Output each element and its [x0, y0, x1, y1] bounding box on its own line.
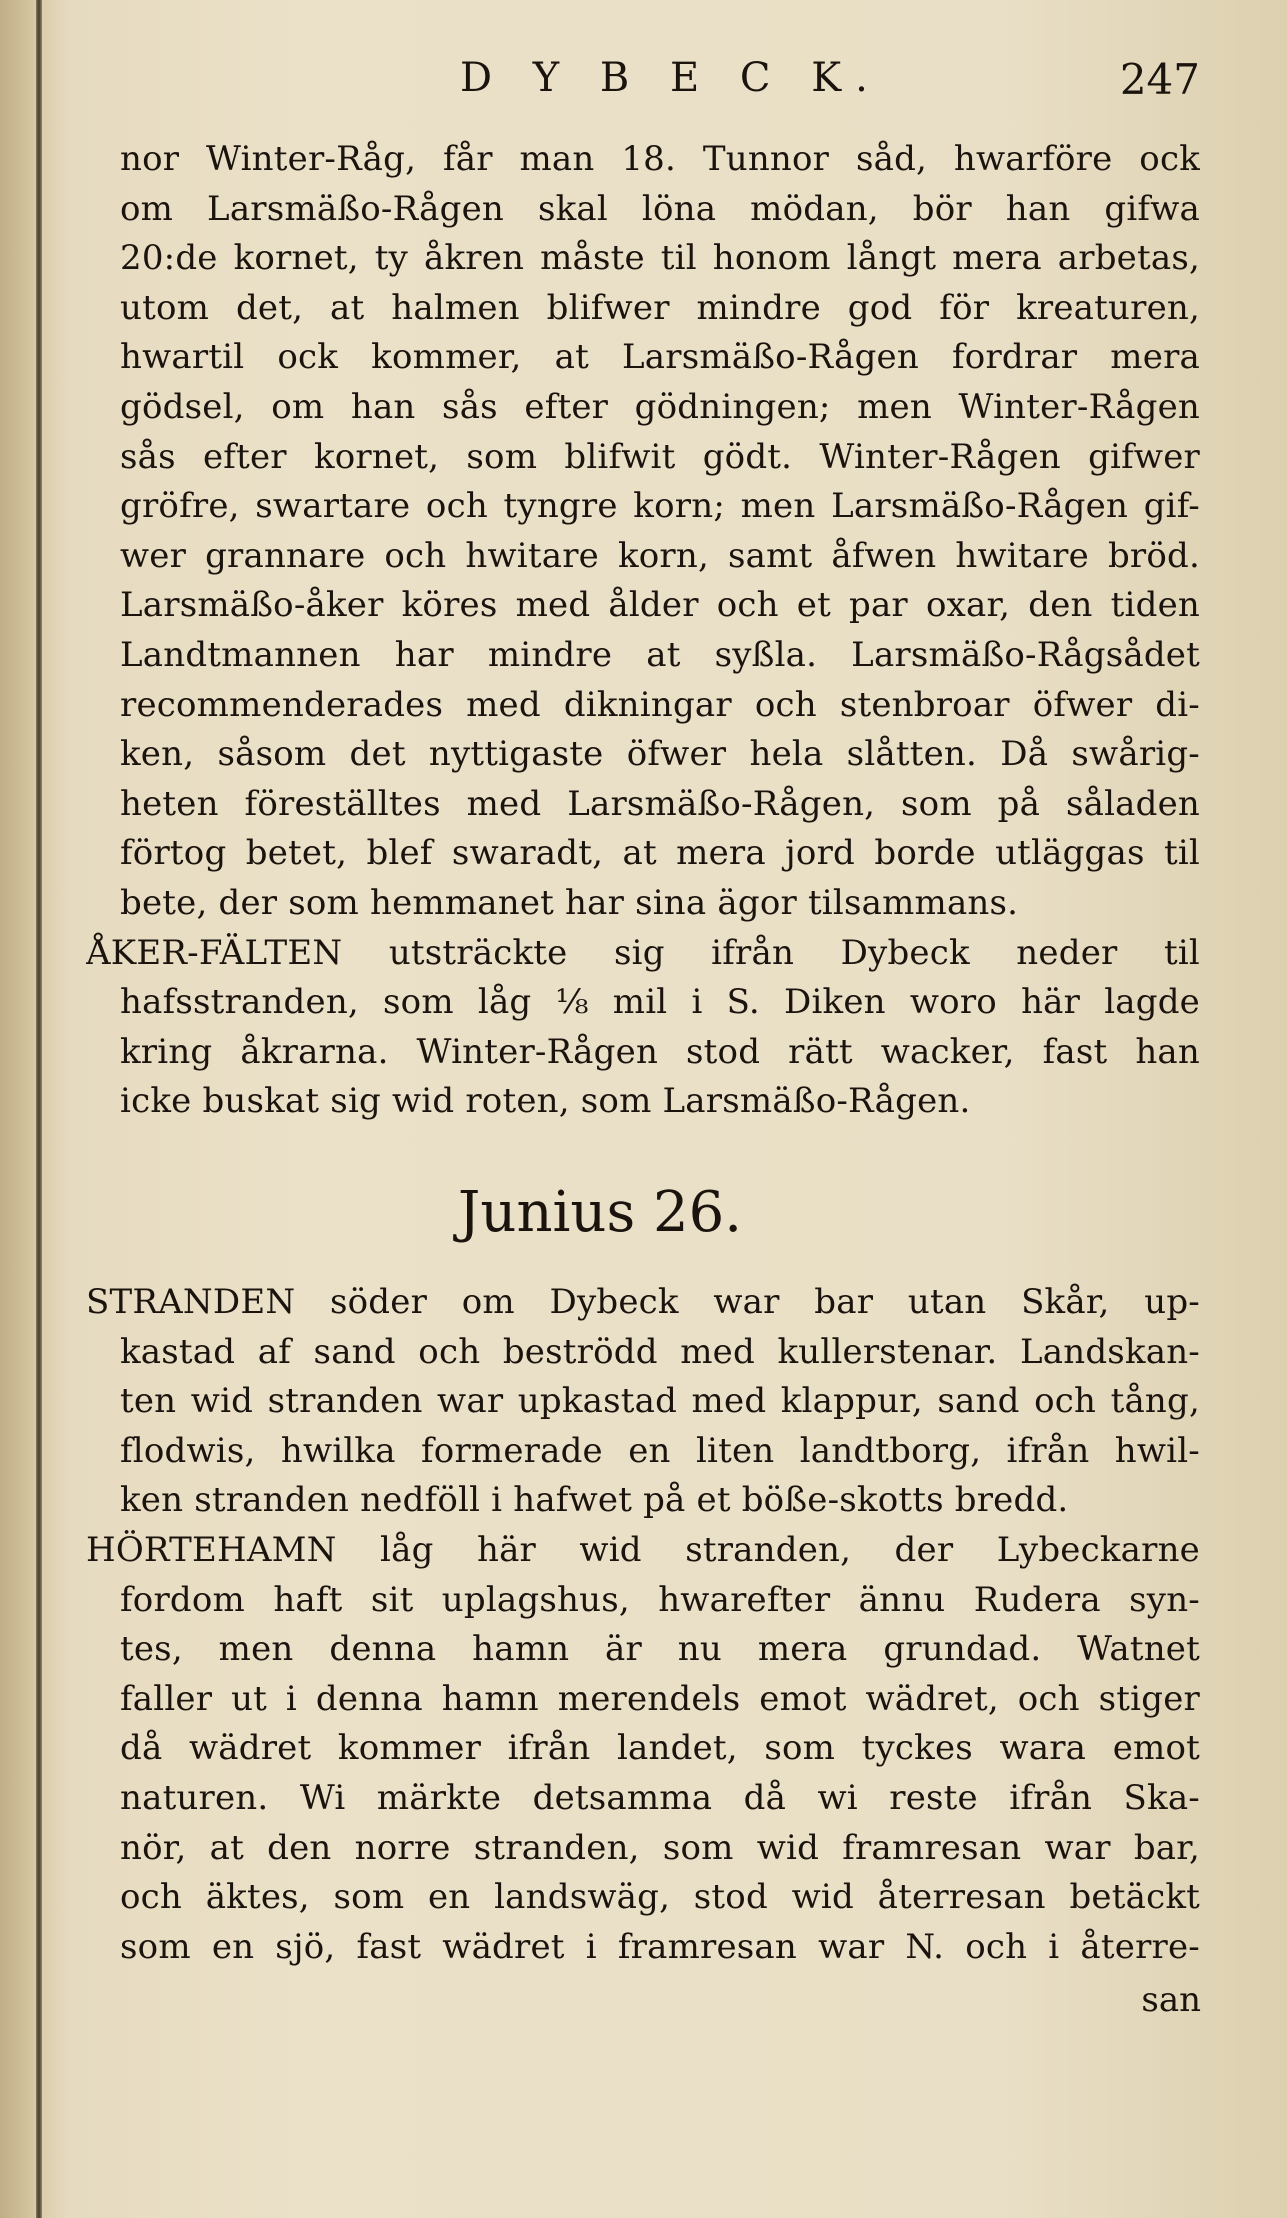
- text-line: heten föreställtes med Larsmäßo-Rågen, som på såladen: [120, 783, 1200, 824]
- text-line: kring åkrarna. Winter-Rågen stod rätt wacker, fast han: [120, 1031, 1200, 1072]
- paragraph-start-line: STRANDEN söder om Dybeck war bar utan Skår, up-: [86, 1282, 1200, 1322]
- text-line: ten wid stranden war upkastad med klappur, sand och tång,: [120, 1381, 1200, 1422]
- text-line: kastad af sand och beströdd med kullerstenar. Landskan-: [120, 1331, 1200, 1372]
- text-line: naturen. Wi märkte detsamma då wi reste ifrån Ska-: [120, 1777, 1200, 1818]
- page-number: 247: [1119, 55, 1200, 104]
- text-line: tes, men denna hamn är nu mera grundad. Watnet: [120, 1629, 1200, 1670]
- text-line: sås efter kornet, som blifwit gödt. Winter-Rågen gifwer: [120, 436, 1200, 477]
- paragraph-start-line: HÖRTEHAMN låg här wid stranden, der Lybeckarne: [86, 1529, 1200, 1570]
- text-line: bete, der som hemmanet har sina ägor tilsammans.: [120, 882, 1019, 923]
- text-line: gödsel, om han sås efter gödningen; men Winter-Rågen: [120, 386, 1200, 427]
- text-line: förtog betet, blef swaradt, at mera jord borde utläggas til: [120, 833, 1200, 874]
- text-line: nor Winter-Råg, får man 18. Tunnor såd, hwarföre ock: [120, 139, 1200, 179]
- text-line: hafsstranden, som låg ⅛ mil i S. Diken woro här lagde: [120, 982, 1200, 1023]
- date-heading: Junius 26.: [457, 1180, 743, 1245]
- text-line: 20:de kornet, ty åkren måste til honom långt mera arbetas,: [120, 238, 1200, 279]
- text-line: faller ut i denna hamn merendels emot wädret, och stiger: [120, 1678, 1200, 1719]
- text-line: Landtmannen har mindre at syßla. Larsmäßo-Rågsådet: [120, 634, 1200, 675]
- text-line: om Larsmäßo-Rågen skal löna mödan, bör han gifwa: [120, 188, 1200, 229]
- text-line: wer grannare och hwitare korn, samt åfwen hwitare bröd.: [120, 535, 1200, 576]
- text-line: Larsmäßo-åker köres med ålder och et par oxar, den tiden: [120, 585, 1200, 626]
- text-line: hwartil ock kommer, at Larsmäßo-Rågen fordrar mera: [120, 337, 1200, 378]
- text-line: då wädret kommer ifrån landet, som tyckes wara emot: [120, 1728, 1200, 1769]
- text-line: gröfre, swartare och tyngre korn; men Larsmäßo-Rågen gif-: [120, 486, 1200, 527]
- text-line: och äktes, som en landswäg, stod wid återresan betäckt: [120, 1877, 1200, 1918]
- text-block-1: [86, 135, 1200, 1127]
- text-line: som en sjö, fast wädret i framresan war N. och i återre-: [120, 1926, 1200, 1967]
- binding-gutter-line: [36, 0, 42, 2218]
- text-block-2: [86, 1278, 1200, 1972]
- text-line: nör, at den norre stranden, som wid framresan war bar,: [120, 1827, 1200, 1868]
- text-line: fordom haft sit uplagshus, hwarefter ännu Rudera syn-: [120, 1579, 1200, 1620]
- paragraph-start-line: ÅKER-FÄLTEN utsträckte sig ifrån Dybeck neder til: [86, 932, 1200, 973]
- text-line: ken stranden nedföll i hafwet på et böße-skotts bredd.: [120, 1480, 1069, 1521]
- text-line: flodwis, hwilka formerade en liten landtborg, ifrån hwil-: [120, 1430, 1200, 1471]
- page-header: [120, 55, 1200, 115]
- catchword: san: [1141, 1980, 1201, 2020]
- text-line: utom det, at halmen blifwer mindre god för kreaturen,: [120, 287, 1200, 328]
- text-line: recommenderades med dikningar och stenbroar öfwer di-: [120, 684, 1200, 725]
- running-title: D Y B E C K.: [460, 55, 882, 101]
- binding-edge: [0, 0, 34, 2218]
- text-line: ken, såsom det nyttigaste öfwer hela slåtten. Då swårig-: [120, 734, 1200, 775]
- text-line: icke buskat sig wid roten, som Larsmäßo-Rågen.: [120, 1081, 971, 1122]
